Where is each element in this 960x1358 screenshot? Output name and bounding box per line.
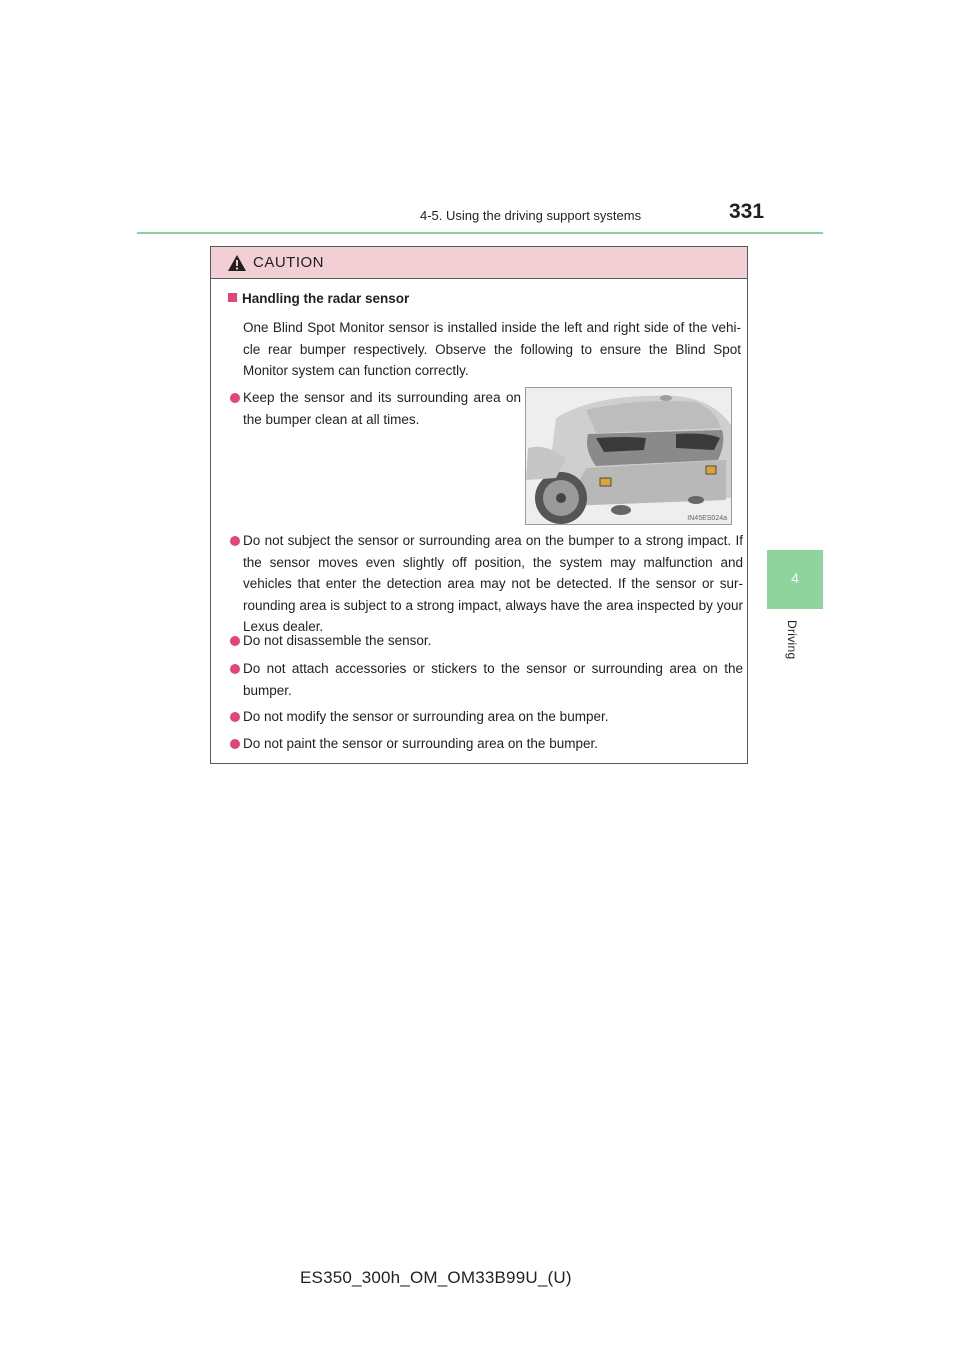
bullet-dot-icon <box>230 393 240 403</box>
bullet-dot-icon <box>230 536 240 546</box>
bullet-item <box>228 387 521 430</box>
bullet-item <box>228 706 743 728</box>
caution-subheading-text: Handling the radar sensor <box>242 291 410 306</box>
bullet-text: Keep the sensor and its surrounding area on the bumper clean at all times. <box>243 390 521 427</box>
bullet-dot-icon <box>230 636 240 646</box>
warning-triangle-icon <box>227 254 247 272</box>
bullet-dot-icon <box>230 739 240 749</box>
document-id: ES350_300h_OM_OM33B99U_(U) <box>300 1268 572 1287</box>
square-bullet-icon <box>228 293 237 302</box>
bullet-text: Do not modify the sensor or surrounding area on the bumper. <box>243 709 609 724</box>
page-number: 331 <box>729 200 765 223</box>
chapter-tab <box>767 550 823 609</box>
sensor-location-figure <box>525 387 732 525</box>
header-rule <box>137 232 823 234</box>
bullet-item <box>228 658 743 701</box>
bullet-dot-icon <box>230 664 240 674</box>
caution-title: CAUTION <box>253 254 324 271</box>
bullet-item <box>228 630 743 652</box>
chapter-label: Driving <box>785 620 799 660</box>
bullet-text: Do not paint the sensor or surrounding area on the bumper. <box>243 736 598 751</box>
bullet-item <box>228 733 743 755</box>
caution-box <box>210 246 748 764</box>
header-section-title: 4-5. Using the driving support systems <box>420 208 642 223</box>
bullet-text: Do not attach accessories or stickers to the sensor or surrounding area on the bumper. <box>243 661 743 698</box>
caution-intro: One Blind Spot Monitor sensor is installed inside the left and right side of the vehi-cle rear bumper respectively. Observe the following to ensure the Blind Spot Monitor system can function correctly. <box>243 320 741 378</box>
car-rear-illustration <box>526 388 732 525</box>
figure-code: IN45ES024a <box>687 515 727 522</box>
bullet-text: Do not disassemble the sensor. <box>243 633 432 648</box>
caution-subheading <box>228 291 409 306</box>
chapter-number: 4 <box>791 570 799 586</box>
bullet-text: Do not subject the sensor or surrounding area on the bumper to a strong impact. If the sensor moves even slightly off position, the system may malfunction and vehicles that enter the detection area may not be detected. If the sensor or sur-rounding area is subject to a strong impact, always have the area inspected by your Lexus dealer. <box>243 533 743 634</box>
bullet-item <box>228 530 743 638</box>
caution-header <box>211 247 747 279</box>
bullet-dot-icon <box>230 712 240 722</box>
